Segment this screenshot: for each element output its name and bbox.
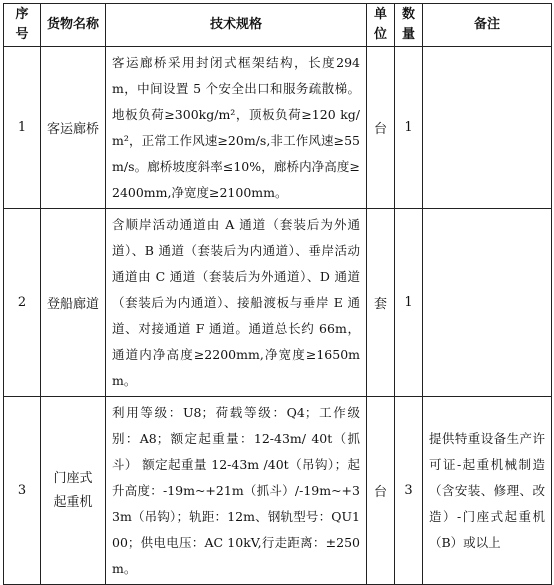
cell-unit: 台	[367, 397, 395, 585]
header-note: 备注	[423, 4, 552, 47]
cell-index: 3	[4, 397, 41, 585]
table-row	[4, 47, 552, 209]
cell-index: 1	[4, 47, 41, 209]
cell-unit: 套	[367, 209, 395, 397]
table-row	[4, 397, 552, 585]
table-row	[4, 209, 552, 397]
cell-spec: 利用等级：U8；荷载等级：Q4；工作级别：A8；额定起重量：12-43m/ 40t（抓斗） 额定起重量 12-43m /40t（吊钩）；起升高度：-19m~+21m（抓斗）/-19m~+33m（吊钩）；轨距：12m、钢轨型号：QU100；供电电压：AC 10kV,行走距离：±250m。	[106, 397, 367, 585]
header-qty: 数量	[395, 4, 423, 47]
cell-spec: 含顺岸活动通道由 A 通道（套装后为外通道）、B 通道（套装后为内通道）、垂岸活动通道由 C 通道（套装后为外通道）、D 通道（套装后为内通道）、接船渡板与垂岸 E 通道、对接通道 F 通道。通道总长约 66m，通道内净高度≥2200mm,净宽度≥1650mm。	[106, 209, 367, 397]
header-unit: 单位	[367, 4, 395, 47]
cell-name: 门座式起重机	[41, 397, 106, 585]
cell-spec: 客运廊桥采用封闭式框架结构，长度294m，中间设置 5 个安全出口和服务疏散梯。地板负荷≥300kg/m²，顶板负荷≥120 kg/m²，正常工作风速≥20m/s,非工作风速≥55m/s。廊桥坡度斜率≤10%，廊桥内净高度≥2400mm,净宽度≥2100mm。	[106, 47, 367, 209]
cell-name: 登船廊道	[41, 209, 106, 397]
header-index: 序号	[4, 4, 41, 47]
header-spec: 技术规格	[106, 4, 367, 47]
header-name: 货物名称	[41, 4, 106, 47]
cell-note	[423, 209, 552, 397]
cell-name: 客运廊桥	[41, 47, 106, 209]
cell-qty: 1	[395, 209, 423, 397]
cell-unit: 台	[367, 47, 395, 209]
cell-note	[423, 47, 552, 209]
header-row	[4, 4, 552, 47]
cell-qty: 1	[395, 47, 423, 209]
cell-index: 2	[4, 209, 41, 397]
cell-note: 提供特重设备生产许可证-起重机械制造（含安装、修理、改造）-门座式起重机（B）或以上	[423, 397, 552, 585]
goods-spec-table	[3, 3, 552, 585]
cell-qty: 3	[395, 397, 423, 585]
